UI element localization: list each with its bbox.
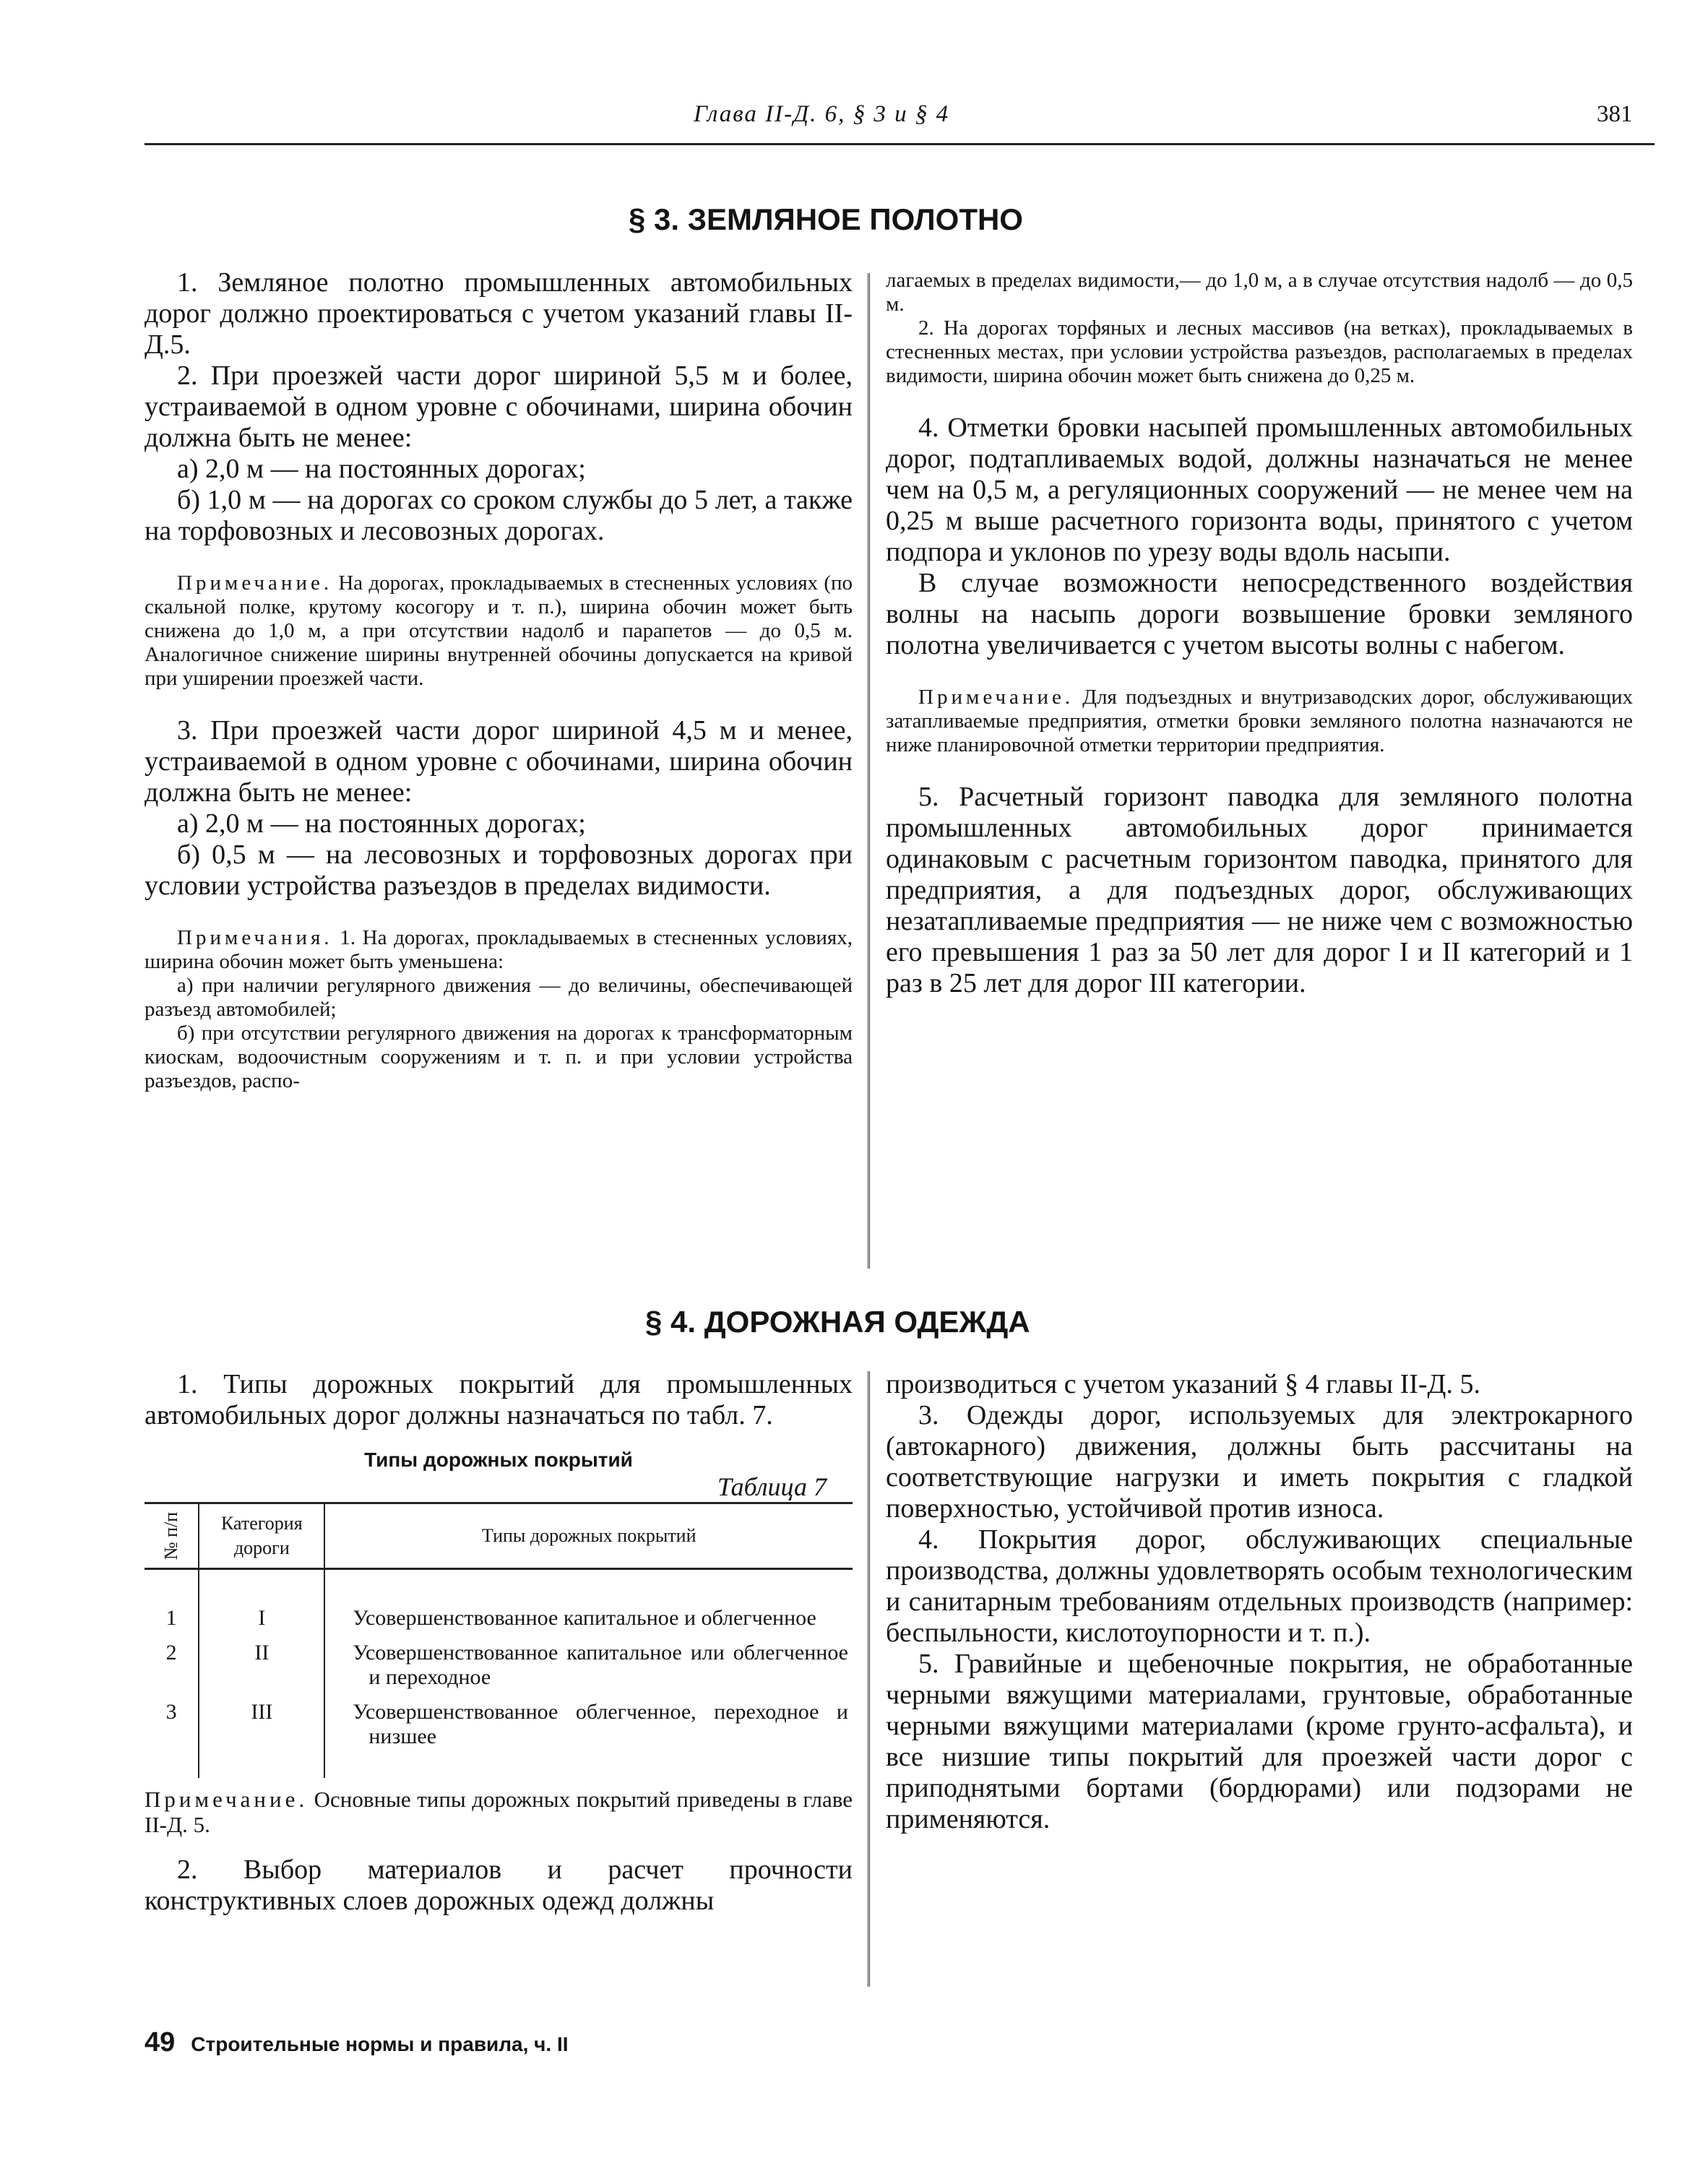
note-label: Примечания. [177,926,333,949]
section-3-title: § 3. ЗЕМЛЯНОЕ ПОЛОТНО [629,202,1023,236]
cell-category: III [199,1694,324,1778]
paragraph-4-3: 3. Одежды дорог, используемых для электрокарного (автокарного) движения, должны быть рассчитаны на соответствующие нагрузки и иметь покрытия с гладкой поверхностью, устойчивой против износа. [886,1400,1633,1524]
paragraph-4-2-continued: производиться с учетом указаний § 4 главы II-Д. 5. [886,1369,1480,1399]
note-3-1 [145,571,853,691]
cell-types: Усовершенствованное капитальное и облегченное [353,1606,816,1630]
note-text: На дорогах, прокладываемых в стесненных условиях (по скальной полке, крутому косогору и т. п.), ширина обочин может быть снижена до 1,0 м, а при отсутствии надолб и парапетов — до 0,5 м. Аналогичное снижение ширины внутренней обочины допускается на кривой при уширении проезжей части. [145,571,853,690]
section-4-right-column [886,1369,1633,1835]
paragraph-3-3: 3. При проезжей части дорог шириной 4,5 м и менее, устраиваемой в одном уровне с обочинами, ширина обочин должна быть не менее: [145,715,853,808]
cell-types: Усовершенствованное капитальное или облегченное и переходное [353,1641,848,1689]
paragraph-3-2a: а) 2,0 м — на постоянных дорогах; [177,454,586,484]
note-3-2 [145,926,853,974]
header-cell-category: Категория дороги [199,1503,324,1569]
note-label: Примечание. [145,1787,309,1812]
header-cell-types: Типы дорожных покрытий [324,1503,853,1569]
note-text: Основные типы дорожных покрытий приведены в главе II-Д. 5. [145,1787,853,1837]
header-rule [145,143,1655,145]
section-4-left-column [145,1369,853,1917]
table-header-row [145,1503,853,1569]
cell-number: 2 [145,1635,199,1694]
section-3-right-column [886,269,1633,999]
paragraph-4-1: 1. Типы дорожных покрытий для промышленных автомобильных дорог должны назначаться по табл. 7. [145,1369,853,1430]
table-note [145,1787,853,1837]
paragraph-3-2: 2. При проезжей части дорог шириной 5,5 м и более, устраиваемой в одном уровне с обочинами, ширина обочин должна быть не менее: [145,360,853,453]
paragraph-3-5: 5. Расчетный горизонт паводка для земляного полотна промышленных автомобильных дорог принимается одинаковым с расчетным горизонтом паводка, принятого для предприятия, а для подъездных дорог, обслуживающих незатапливаемые предприятия — не ниже чем с возможностью его превышения 1 раз за 50 лет для дорог I и II категорий и 1 раз в 25 лет для дорог III категории. [886,782,1633,998]
paragraph-3-1: 1. Земляное полотно промышленных автомобильных дорог должно проектироваться с учетом указаний главы II-Д.5. [145,267,853,360]
page-number: 381 [1597,101,1633,127]
paragraph-4-2: 2. Выбор материалов и расчет прочности конструктивных слоев дорожных одежд должны [145,1855,853,1916]
cell-category: I [199,1569,324,1636]
paragraph-4-4: 4. Покрытия дорог, обслуживающих специальные производства, должны удовлетворять особым технологическим и санитарным требованиям отдельных производств (например: беспыльности, кислотоупорности и т. п.). [886,1524,1633,1648]
paragraph-3-3a: а) 2,0 м — на постоянных дорогах; [177,808,586,839]
paragraph-3-3b: б) 0,5 м — на лесовозных и торфовозных дорогах при условии устройства разъездов в пределах видимости. [145,839,853,901]
road-surface-types-table [145,1502,853,1778]
note-text: Для подъездных и внутризаводских дорог, обслуживающих затапливаемые предприятия, отметки бровки земляного полотна назначаются не ниже планировочной отметки территории предприятия. [886,686,1633,756]
paragraph-3-4b: В случае возможности непосредственного воздействия волны на насыпь дороги возвышение бровки земляного полотна увеличивается с учетом высоты волны с набегом. [886,568,1633,660]
note-text: 1. На дорогах, прокладываемых в стесненных условиях, ширина обочин может быть уменьшена: [145,926,853,973]
cell-category: II [199,1635,324,1694]
paragraph-3-2b: б) 1,0 м — на дорогах со сроком службы до 5 лет, а также на торфовозных и лесовозных дорогах. [145,485,853,546]
note-label: Примечание. [177,571,333,595]
cell-types: Усовершенствованное облегченное, переходное и низшее [353,1700,848,1748]
cell-number: 1 [145,1569,199,1636]
column-divider-section-3 [868,273,872,1269]
section-4-title: § 4. ДОРОЖНАЯ ОДЕЖДА [645,1305,1030,1339]
section-3-left-column [145,267,853,1093]
cell-number: 3 [145,1694,199,1778]
table-caption: Типы дорожных покрытий [364,1448,633,1471]
note-3-2b: б) при отсутствии регулярного движения на дорогах к трансформаторным киоскам, водоочистным сооружениям и т. п. и при условии устройства разъездов, распо- [145,1022,853,1092]
note-3-3 [886,686,1633,757]
table-row [145,1635,853,1694]
table-number: Таблица 7 [717,1472,827,1501]
paragraph-4-5: 5. Гравийные и щебеночные покрытия, не обработанные черными вяжущими материалами, грунтовые, обработанные черными вяжущими материалами (кроме грунто-асфальта), и все низшие типы покрытий для проезжей части дорог с приподнятыми бортами (бордюрами) или подзорами не применяются. [886,1649,1633,1834]
footer-text: Строительные нормы и правила, ч. II [191,2033,569,2055]
column-divider-section-4 [868,1371,872,1987]
note-3-2-item-2: 2. На дорогах торфяных и лесных массивов (на ветках), прокладываемых в стесненных местах, при условии устройства разъездов, располагаемых в пределах видимости, ширина обочин может быть снижена до 0,25 м. [886,316,1633,387]
signature-number: 49 [145,2027,176,2058]
note-3-2a: а) при наличии регулярного движения — до величины, обеспечивающей разъезд автомобилей; [145,974,853,1021]
note-3-2-continued: лагаемых в пределах видимости,— до 1,0 м, а в случае отсутствия надолб — до 0,5 м. [886,269,1633,316]
table-row [145,1569,853,1636]
footer-signature-line [145,2027,569,2058]
paragraph-3-4: 4. Отметки бровки насыпей промышленных автомобильных дорог, подтапливаемых водой, должны назначаться не менее чем на 0,5 м, а регуляционных сооружений — не менее чем на 0,25 м выше расчетного горизонта воды, принятого с учетом подпора и уклонов по урезу воды вдоль насыпи. [886,413,1633,567]
header-cell-number: № п/п [145,1503,199,1569]
running-header-title: Глава II-Д. 6, § 3 и § 4 [694,101,950,127]
table-row [145,1694,853,1778]
note-label: Примечание. [918,686,1074,709]
